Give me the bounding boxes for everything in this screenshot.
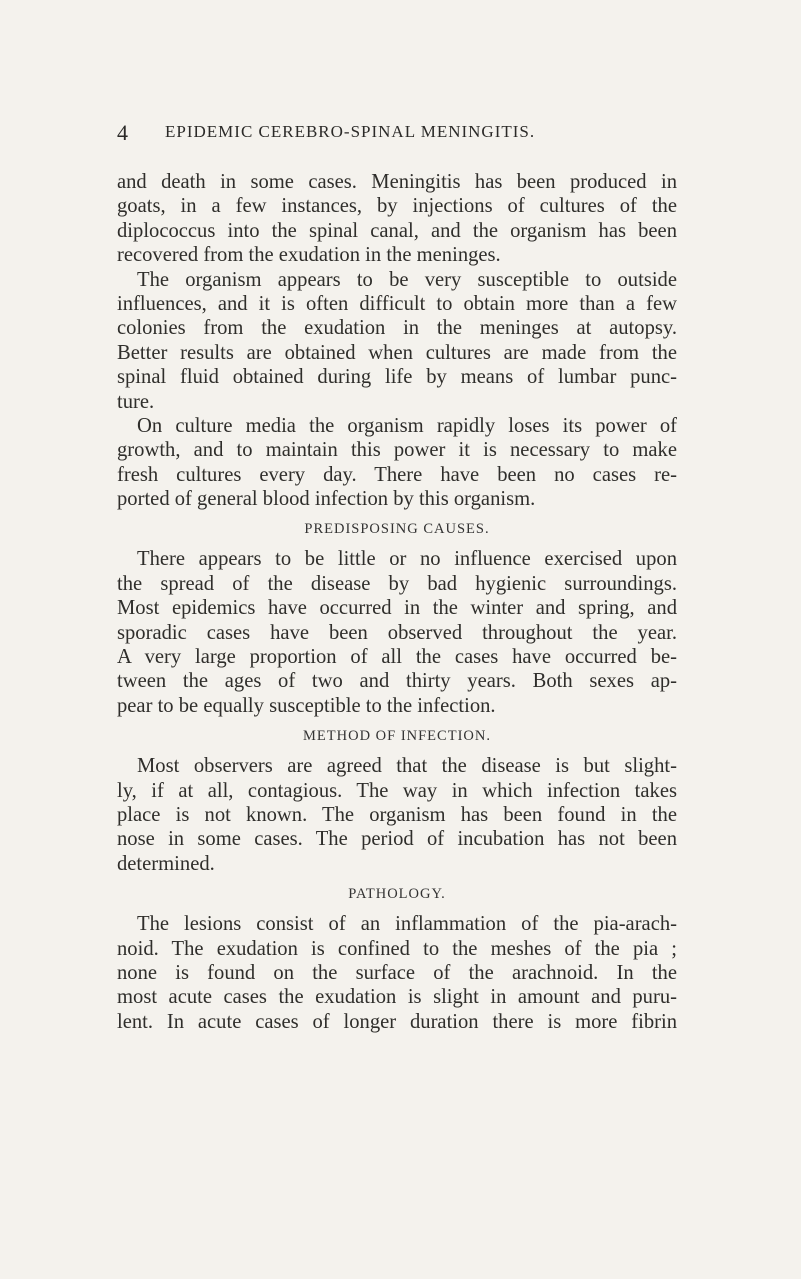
text-line: fresh cultures every day. There have been no cases re- <box>117 463 677 486</box>
text-line: ture. <box>117 390 155 413</box>
running-title: EPIDEMIC CEREBRO-SPINAL MENINGITIS. <box>165 122 536 141</box>
text-line: growth, and to maintain this power it is necessary to make <box>117 439 677 462</box>
page-number: 4 <box>117 120 129 145</box>
section-heading: PATHOLOGY. <box>348 886 446 903</box>
text-line: The organism appears to be very susceptible to outside <box>137 268 677 291</box>
text-line: colonies from the exudation in the meninges at autopsy. <box>117 317 677 340</box>
section-heading: PREDISPOSING CAUSES. <box>304 521 490 538</box>
text-line: There appears to be little or no influence exercised upon <box>137 548 677 571</box>
section-pathology <box>117 876 677 1034</box>
section-predisposing-causes <box>117 511 677 718</box>
text-line: place is not known. The organism has been found in the <box>117 803 677 826</box>
text-line: Most observers are agreed that the disease is but slight- <box>137 755 677 778</box>
text-line: pear to be equally susceptible to the infection. <box>117 694 496 717</box>
paragraph-culture-media <box>117 414 677 512</box>
text-line: A very large proportion of all the cases have occurred be- <box>117 646 677 669</box>
text-line: noid. The exudation is confined to the meshes of the pia ; <box>117 937 677 960</box>
text-line: lent. In acute cases of longer duration there is more fibrin <box>117 1010 677 1033</box>
paragraph-meningitis-goats <box>117 170 677 268</box>
body-text <box>117 170 677 1034</box>
text-line: most acute cases the exudation is slight in amount and puru- <box>117 986 677 1009</box>
section-heading: METHOD OF INFECTION. <box>303 728 491 745</box>
text-line: Better results are obtained when cultures are made from the <box>117 341 677 364</box>
text-line: sporadic cases have been observed throughout the year. <box>117 621 677 644</box>
text-line: nose in some cases. The period of incubation has not been <box>117 828 677 851</box>
text-line: On culture media the organism rapidly loses its power of <box>137 414 677 437</box>
text-line: spinal fluid obtained during life by means of lumbar punc- <box>117 366 677 389</box>
text-line: tween the ages of two and thirty years. Both sexes ap- <box>117 670 677 693</box>
text-line: The lesions consist of an inflammation of the pia-arach- <box>137 913 677 936</box>
text-line: recovered from the exudation in the meninges. <box>117 244 501 267</box>
section-method-of-infection <box>117 718 677 876</box>
text-line: and death in some cases. Meningitis has been produced in <box>117 171 677 193</box>
text-line: none is found on the surface of the arachnoid. In the <box>117 961 677 984</box>
text-line: determined. <box>117 852 215 875</box>
paragraph-susceptibility <box>117 268 677 414</box>
text-line: ported of general blood infection by this organism. <box>117 488 536 511</box>
running-head <box>117 120 677 148</box>
text-line: diplococcus into the spinal canal, and the organism has been <box>117 219 677 242</box>
text-line: Most epidemics have occurred in the winter and spring, and <box>117 597 677 620</box>
text-line: the spread of the disease by bad hygienic surroundings. <box>117 572 677 595</box>
text-line: ly, if at all, contagious. The way in which infection takes <box>117 779 677 802</box>
text-line: influences, and it is often difficult to obtain more than a few <box>117 292 677 315</box>
text-line: goats, in a few instances, by injections of cultures of the <box>117 195 677 218</box>
